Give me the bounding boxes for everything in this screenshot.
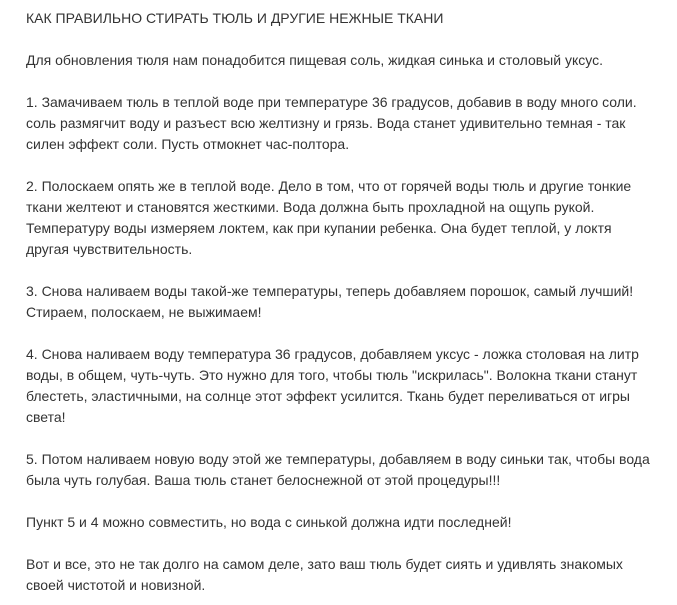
paragraph-intro: Для обновления тюля нам понадобится пищевая соль, жидкая синька и столовый уксус. [26, 52, 603, 68]
paragraph-step-2: 2. Полоскаем опять же в теплой воде. Дело в том, что от горячей воды тюль и другие тонкие ткани желтеют и становятся жесткими. Вода должна быть прохладной на ощупь рукой. Температуру воды измеряем локтем, как при купании ребенка. Она будет теплой, у локтя другая чувствительность. [26, 178, 632, 257]
paragraph-note: Пункт 5 и 4 можно совместить, но вода с синькой должна идти последней! [26, 514, 512, 530]
paragraph-conclusion: Вот и все, это не так долго на самом деле, зато ваш тюль будет сиять и удивлять знакомых своей чистотой и новизной. [26, 556, 623, 593]
article-title: КАК ПРАВИЛЬНО СТИРАТЬ ТЮЛЬ И ДРУГИЕ НЕЖНЫЕ ТКАНИ [26, 10, 444, 26]
paragraph-step-5: 5. Потом наливаем новую воду этой же температуры, добавляем в воду синьки так, чтобы вода была чуть голубая. Ваша тюль станет белоснежной от этой процедуры!!! [26, 451, 650, 488]
paragraph-step-3: 3. Снова наливаем воды такой-же температуры, теперь добавляем порошок, самый лучший! Стираем, полоскаем, не выжимаем! [26, 283, 634, 320]
paragraph-step-4: 4. Снова наливаем воду температура 36 градусов, добавляем уксус - ложка столовая на литр воды, в общем, чуть-чуть. Это нужно для того, чтобы тюль "искрилась". Волокна ткани станут блестеть, эластичными, на солнце этот эффект усилится. Ткань будет переливаться от игры света! [26, 346, 639, 425]
paragraph-step-1: 1. Замачиваем тюль в теплой воде при температуре 36 градусов, добавив в воду много соли. соль размягчит воду и разъест всю желтизну и грязь. Вода станет удивительно темная - так силен эффект соли. Пусть отмокнет час-полтора. [26, 94, 637, 152]
